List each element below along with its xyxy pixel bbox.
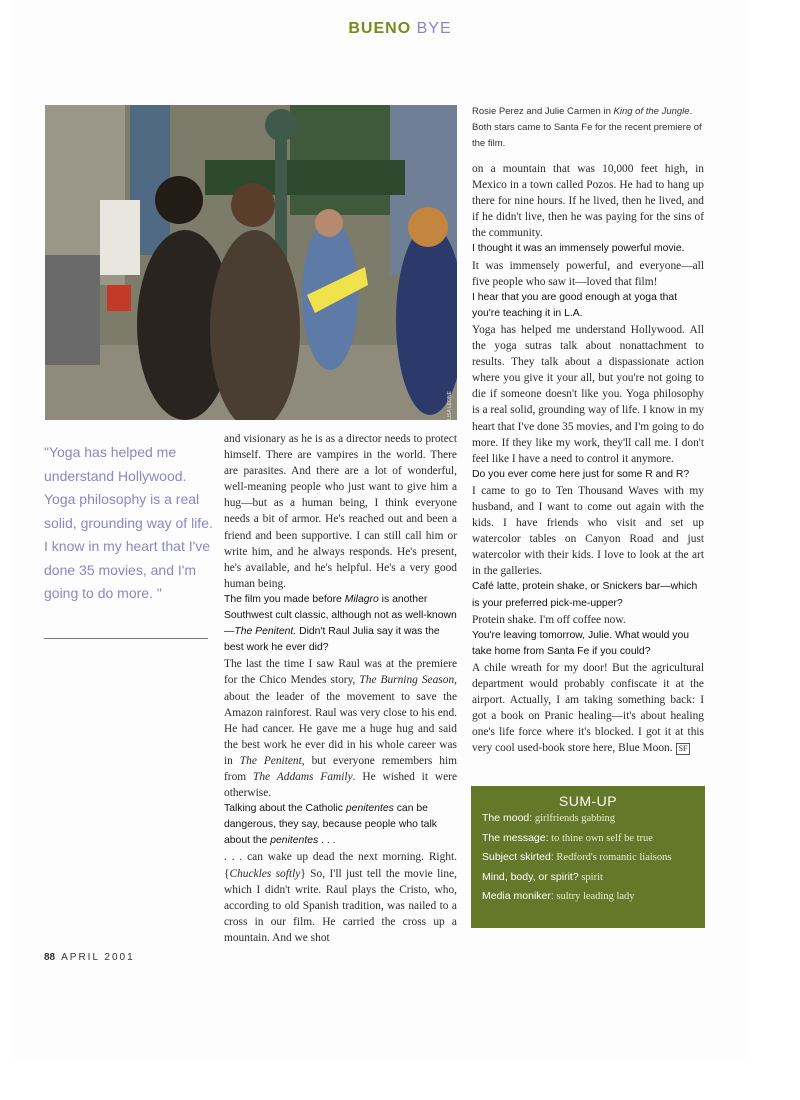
sum-up-title: SUM-UP [558, 793, 618, 809]
pull-quote: "Yoga has helped me understand Hollywood. Yoga philosophy is a real solid, grounding way of life. I know in my heart that I've done 35 movies, and I'm going to do more. " [44, 444, 213, 601]
photo-credit: LISA LEONE [447, 391, 453, 420]
interview-question: You're leaving tomorrow, Julie. What would you take home from Santa Fe if you could? [472, 629, 690, 657]
answer-paragraph: Yoga has helped me understand Hollywood. All the yoga sutras talk about nonattachment to results. They talk about a dispassionate action where you give it your all, but you're not going to die if someone doesn't like you. Yoga philosophy is a real solid, grounding way of life. I know in my heart that I've done 35 movies, and I'm going to do more. If they like my work, they'll call me. I don't feel like I have a need to control it anymore. [472, 323, 704, 465]
page-number: 88 [44, 952, 56, 963]
sum-up-row: Mind, body, or spirit? spirit [482, 870, 603, 883]
answer-paragraph: on a mountain that was 10,000 feet high, in Mexico in a town called Pozos. He had to hang up there for nine hours. If he lived, then he lived, and if he didn't live, then he was paying for the sins of the community. [472, 163, 704, 240]
interview-question: Café latte, protein shake, or Snickers bar—which is your preferred pick-me-upper? [472, 581, 698, 609]
answer-paragraph: A chile wreath for my door! But the agricultural department would probably confiscate it at the airport. Actually, I am taking something back: I got a book on Pranic healing—it's about healing one's life force where it's blocked. I got it at this very cool used-book store here, Blue Moon. SF [472, 661, 704, 755]
answer-paragraph: It was immensely powerful, and everyone—all five people who saw it—loved that film! [472, 259, 704, 288]
sum-up-row: Subject skirted: Redford's romantic liaisons [482, 851, 672, 864]
answer-paragraph: Protein shake. I'm off coffee now. [472, 613, 626, 626]
issue-date: APRIL 2001 [61, 952, 135, 963]
feature-photo [45, 105, 457, 420]
interview-question: I thought it was an immensely powerful movie. [472, 243, 685, 255]
interview-question: The film you made before Milagro is another Southwest cult classic, although not as well-known—The Penitent. Didn't Raul Julia say it was the best work he ever did? [224, 593, 457, 654]
street-scene-image [45, 105, 457, 420]
interview-question: Talking about the Catholic penitentes can be dangerous, they say, because people who talk about the penitentes . . . [224, 803, 437, 847]
page-footer [44, 952, 135, 963]
article-column-1 [224, 431, 457, 946]
answer-paragraph: I came to go to Ten Thousand Waves with my husband, and I want to come out again with the kids. I have friends who visit and set up watercolor tables on Canyon Road and just watercolor with their kids. I love to look at the art in the galleries. [472, 484, 704, 578]
sum-up-box [471, 786, 705, 928]
header-bye: BYE [416, 20, 452, 37]
sum-up-row: Media moniker: sultry leading lady [482, 890, 635, 903]
article-column-2 [472, 161, 704, 756]
sum-up-row: The message: to thine own self be true [482, 831, 653, 844]
interview-question: Do you ever come here just for some R and R? [472, 468, 690, 480]
interview-question: I hear that you are good enough at yoga that you're teaching it in L.A. [472, 291, 678, 319]
pull-quote-rule [44, 638, 208, 639]
answer-paragraph: . . . can wake up dead the next morning. Right. {Chuckles softly} So, I'll just tell the movie line, which I didn't write. Raul plays the Cristo, who, according to old Spanish tradition, was nailed to a cross in our film. He carried the cross up a mountain. And we shot [224, 851, 457, 944]
answer-paragraph: and visionary as he is as a director needs to protect himself. There are vampires in the world. There are parasites. And there are a lot of wonderful, well-meaning people who just want to give him a hug—but as a human being, I think everyone needs a bit of armor. He's reached out and been a friend and been supportive. I can still call him or write him, and he always responds. He's present, he's available, and he's helpful. He's a very good human being. [224, 433, 457, 590]
photo-caption: Rosie Perez and Julie Carmen in King of the Jungle. Both stars came to Santa Fe for the recent premiere of the film. [472, 106, 702, 149]
header-bueno: BUENO [348, 20, 412, 37]
sum-up-row: The mood: girlfriends gabbing [482, 812, 616, 824]
section-header [0, 20, 800, 38]
end-mark-icon: SF [676, 743, 691, 755]
answer-paragraph: The last the time I saw Raul was at the premiere for the Chico Mendes story, The Burning Season, about the leader of the movement to save the Amazon rainforest. Raul was very close to his end. He had cancer. He gave me a huge hug and said the best work he ever did in his whole career was in The Penitent, but everyone remembers him from The Addams Family. He wished it were otherwise. [224, 658, 458, 800]
